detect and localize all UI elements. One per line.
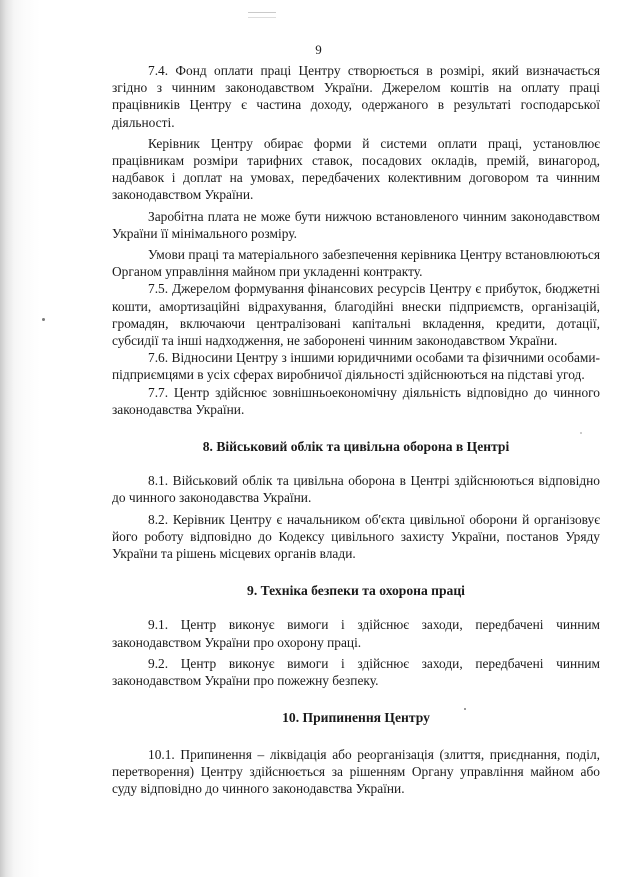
- paragraph-8-1: 8.1. Військовий облік та цивільна оборона в Центрі здійснюються відповідно до чинного законодавства України.: [112, 473, 600, 506]
- paragraph-8-2: 8.2. Керівник Центру є начальником об'єкта цивільної оборони й організовує його роботу відповідно до Кодексу цивільного захисту України, постанов Уряду України та рішень місцевих органів влади.: [112, 511, 600, 562]
- paragraph-7-7: 7.7. Центр здійснює зовнішньоекономічну діяльність відповідно до чинного законодавства України.: [112, 384, 600, 417]
- paragraph-7-6: 7.6. Відносини Центру з іншими юридичними особами та фізичними особами-підприємцями в усіх сферах виробничої діяльності здійснюються на підставі угод.: [112, 350, 600, 383]
- paragraph-7-4-manager: Умови праці та матеріального забезпечення керівника Центру встановлюються Органом управління майном при укладенні контракту.: [112, 247, 600, 280]
- paragraph-7-4: 7.4. Фонд оплати праці Центру створюється в розмірі, який визначається згідно з чинним законодавством України. Джерелом коштів на оплату праці працівників Центру є частина доходу, одержаного в результаті господарської діяльності.: [112, 63, 600, 130]
- document-body: [112, 62, 600, 797]
- paragraph-9-2: 9.2. Центр виконує вимоги і здійснює заходи, передбачені чинним законодавством України про пожежну безпеку.: [112, 655, 600, 689]
- paragraph-10-1: 10.1. Припинення – ліквідація або реорганізація (злиття, приєднання, поділ, перетворення) Центру здійснюється за рішенням Органу управління майном або суду відповідно до чинного законодавства України.: [112, 746, 600, 796]
- page-number: 9: [315, 42, 322, 57]
- paragraph-7-5: 7.5. Джерелом формування фінансових ресурсів Центру є прибуток, бюджетні кошти, амортизаційні відрахування, благодійні внески підприємств, організацій, громадян, включаючи централізовані капітальні вкладення, кредити, дотації, субсидії та інші надходження, не заборонені чинним законодавством України.: [112, 281, 600, 349]
- scan-speck: [42, 318, 45, 321]
- paragraph-7-4-wages: Керівник Центру обирає форми й системи оплати праці, установлює працівникам розміри тарифних ставок, посадових окладів, премій, винагород, надбавок і доплат на умовах, передбачених колективним договором та чинним законодавством України.: [112, 135, 600, 203]
- section-10-heading: 10. Припинення Центру: [282, 710, 430, 726]
- scan-artifact: [248, 12, 276, 18]
- paragraph-7-4-minimum: Заробітна плата не може бути нижчою встановленого чинним законодавством України її мінімального розміру.: [112, 208, 600, 241]
- section-8-heading: 8. Військовий облік та цивільна оборона в Центрі: [202, 439, 510, 455]
- scan-speck: [464, 708, 466, 710]
- scan-speck: [580, 432, 582, 434]
- paragraph-9-1: 9.1. Центр виконує вимоги і здійснює заходи, передбачені чинним законодавством України про охорону праці.: [112, 617, 600, 650]
- section-9-heading: 9. Техніка безпеки та охорона праці: [247, 583, 465, 599]
